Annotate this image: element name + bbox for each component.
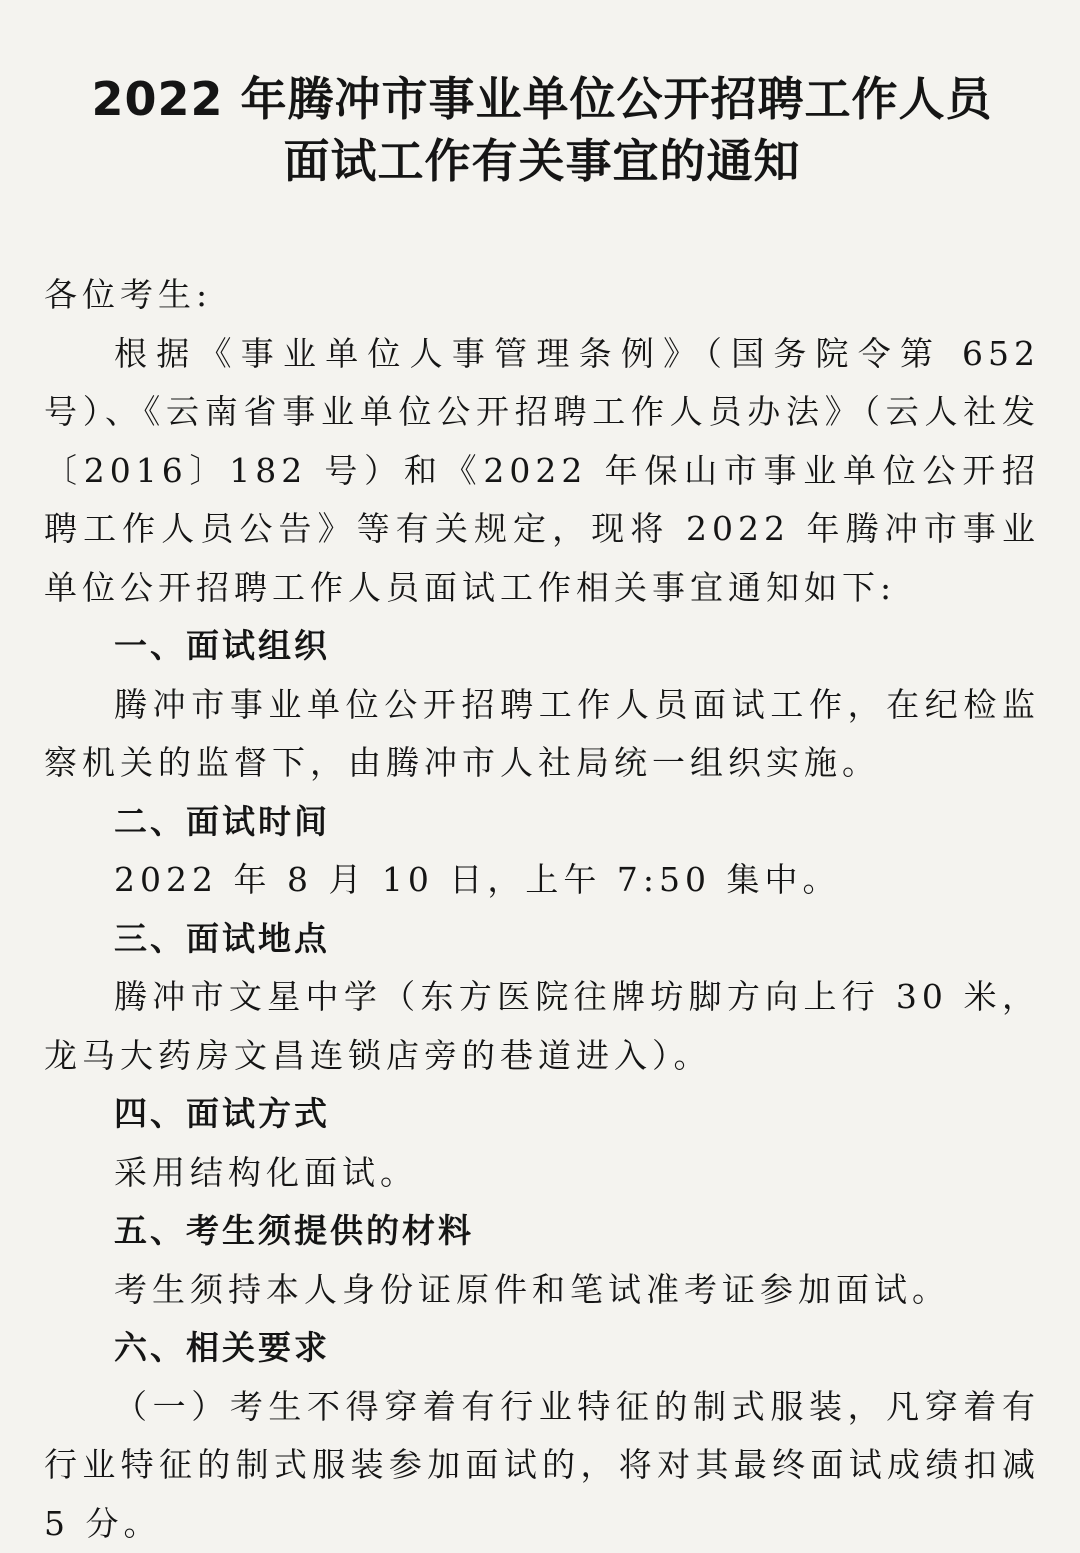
section-heading-materials: 五、考生须提供的材料 bbox=[44, 1202, 1040, 1261]
section-text-method: 采用结构化面试。 bbox=[44, 1144, 1040, 1203]
section-text-organization: 腾冲市事业单位公开招聘工作人员面试工作，在纪检监察机关的监督下，由腾冲市人社局统一组织实施。 bbox=[44, 676, 1040, 793]
document-body bbox=[44, 266, 1040, 1553]
document-title bbox=[44, 68, 1040, 192]
title-line-2: 面试工作有关事宜的通知 bbox=[44, 130, 1040, 192]
section-text-location: 腾冲市文星中学（东方医院往牌坊脚方向上行 30 米，龙马大药房文昌连锁店旁的巷道进入）。 bbox=[44, 968, 1040, 1085]
intro-paragraph: 根据《事业单位人事管理条例》（国务院令第 652 号）、《云南省事业单位公开招聘工作人员办法》（云人社发〔2016〕182 号）和《2022 年保山市事业单位公开招聘工作人员公告》等有关规定，现将 2022 年腾冲市事业单位公开招聘工作人员面试工作相关事宜通知如下: bbox=[44, 325, 1040, 618]
section-text-materials: 考生须持本人身份证原件和笔试准考证参加面试。 bbox=[44, 1261, 1040, 1320]
section-text-requirements: （一）考生不得穿着有行业特征的制式服装，凡穿着有行业特征的制式服装参加面试的，将对其最终面试成绩扣减 5 分。 bbox=[44, 1378, 1040, 1553]
section-heading-time: 二、面试时间 bbox=[44, 793, 1040, 852]
title-line-1: 2022 年腾冲市事业单位公开招聘工作人员 bbox=[44, 68, 1040, 130]
section-heading-method: 四、面试方式 bbox=[44, 1085, 1040, 1144]
section-heading-organization: 一、面试组织 bbox=[44, 617, 1040, 676]
section-heading-requirements: 六、相关要求 bbox=[44, 1319, 1040, 1378]
section-text-time: 2022 年 8 月 10 日，上午 7:50 集中。 bbox=[44, 851, 1040, 910]
section-heading-location: 三、面试地点 bbox=[44, 910, 1040, 969]
salutation: 各位考生: bbox=[44, 266, 1040, 325]
